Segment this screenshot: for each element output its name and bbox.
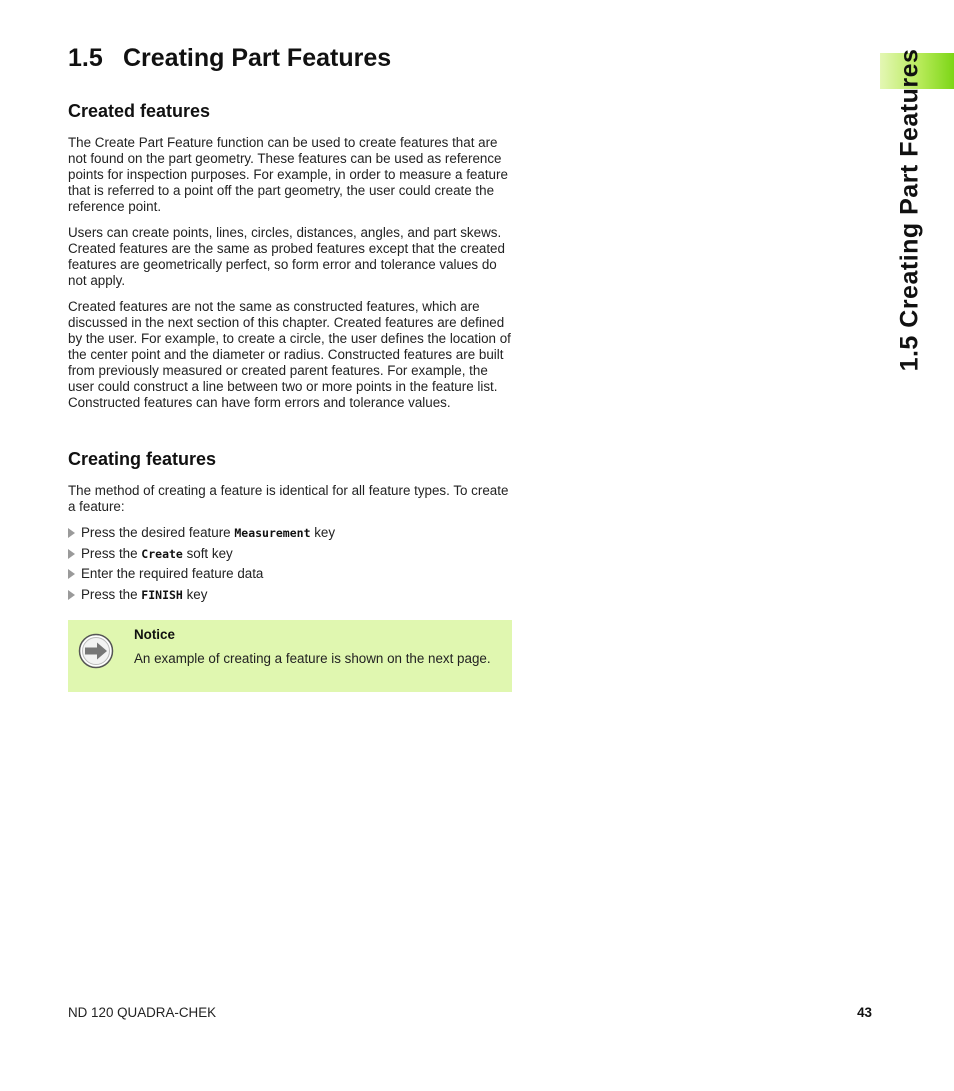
step-text: Press the Create soft key	[81, 545, 233, 561]
triangle-bullet-icon	[68, 569, 75, 579]
list-item	[68, 525, 335, 546]
page-number: 43	[857, 1005, 872, 1020]
step-text: Press the FINISH key	[81, 587, 208, 603]
list-item	[68, 566, 335, 587]
key-create: Create	[141, 546, 183, 561]
triangle-bullet-icon	[68, 590, 75, 600]
notice-box	[68, 620, 512, 692]
paragraph-intro: The method of creating a feature is identical for all feature types. To create a feature:	[68, 483, 509, 514]
arrow-right-icon	[78, 633, 114, 669]
heading-created-features: Created features	[68, 101, 211, 121]
triangle-bullet-icon	[68, 528, 75, 538]
key-measurement: Measurement	[234, 526, 311, 540]
footer-manual-name: ND 120 QUADRA-CHEK	[68, 1005, 217, 1020]
step-list	[68, 525, 335, 608]
notice-text: An example of creating a feature is shown on the next page.	[134, 651, 491, 666]
step-text: Enter the required feature data	[81, 566, 264, 582]
triangle-bullet-icon	[68, 549, 75, 559]
notice-title: Notice	[134, 627, 175, 642]
key-finish: FINISH	[141, 588, 183, 603]
heading-creating-features: Creating features	[68, 449, 217, 469]
section-title: Creating Part Features	[123, 44, 392, 72]
side-tab-text: 1.5 Creating Part Features	[895, 48, 924, 372]
list-item	[68, 587, 335, 608]
paragraph-1: The Create Part Feature function can be used to create features that are not found on the part geometry. These features can be used as reference points for inspection purposes. For example, in order to measure a feature that is referred to a point off the part geometry, the user could create the reference point.	[68, 135, 508, 214]
step-text: Press the desired feature Measurement key	[81, 525, 336, 540]
paragraph-2: Users can create points, lines, circles, distances, angles, and part skews. Created features are the same as probed features except that the created features are geometrically perfect, so form error and tolerance values do not apply.	[68, 225, 505, 288]
section-number: 1.5	[68, 44, 103, 72]
list-item	[68, 546, 335, 567]
page-title	[68, 44, 391, 73]
paragraph-3: Created features are not the same as constructed features, which are discussed in the next section of this chapter. Created features are defined by the user. For example, to create a circle, the user defines the location of the center point and the diameter or radius. Constructed features are built from previously measured or created parent features. For example, the user could construct a line between two or more points in the feature list. Constructed features can have form errors and tolerance values.	[68, 299, 511, 410]
